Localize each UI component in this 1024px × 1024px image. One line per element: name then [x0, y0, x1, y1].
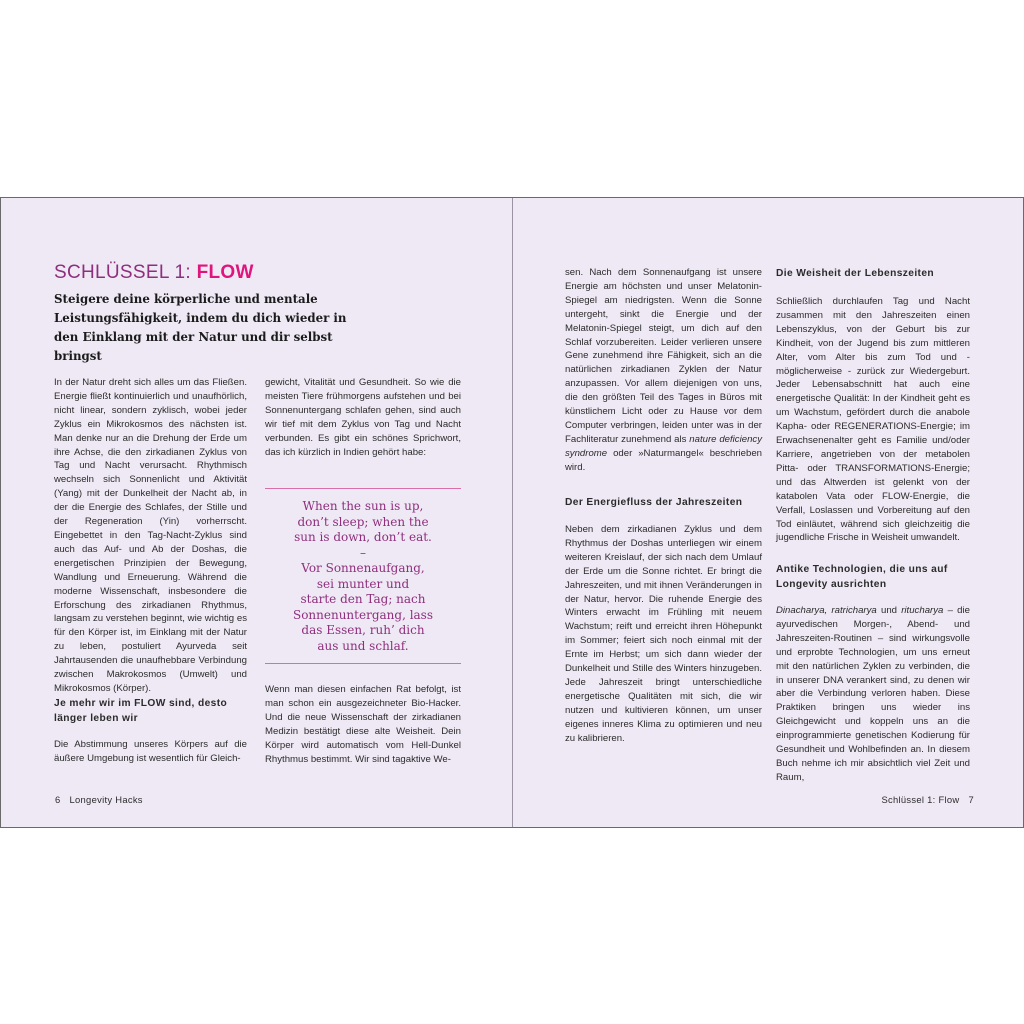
text-run: und [880, 605, 897, 616]
quote-line: sei munter und [316, 576, 410, 591]
right-page [512, 198, 1024, 827]
page-number: 6 [55, 794, 61, 805]
right-column-2-continued [776, 604, 970, 785]
footer-right [881, 794, 983, 805]
quote-line: sun is down, don’t eat. [294, 530, 432, 544]
left-column-1 [54, 376, 247, 696]
left-column-2 [265, 376, 461, 459]
chapter-title [54, 262, 254, 284]
quote-line: don’t sleep; when the [297, 514, 429, 529]
italic-term: Dinacharya, ratricharya [776, 605, 877, 616]
left-column-2-continued [265, 683, 461, 766]
quote-line: aus und schlaf. [317, 638, 409, 653]
quote-separator: – [360, 545, 366, 560]
quote-line: das Essen, ruh’ dich [301, 623, 425, 637]
quote-line: Sonnenuntergang, lass [292, 607, 434, 622]
chapter-title-prefix: SCHLÜSSEL 1: [54, 262, 192, 283]
section-heading-seasons: Der Energiefluss der Jahreszeiten [565, 497, 743, 508]
quote-rule-bottom [265, 663, 461, 664]
quote-line: Vor Sonnenaufgang, [301, 561, 425, 575]
right-column-1-continued [565, 523, 762, 746]
chapter-subtitle: Steigere deine körperliche und mentale Leistungsfähigkeit, indem du dich wieder in den Einklang mit der Natur und dir selbst bringst [54, 292, 347, 363]
paragraph [776, 604, 970, 785]
footer-left [46, 794, 143, 805]
quote-line: starte den Tag; nach [300, 592, 426, 606]
paragraph: gewicht, Vitalität und Gesundheit. So wie die meisten Tiere frühmorgens aufstehen und bei Sonnenuntergang schlafen gehen, sind auch wir tief mit dem Zyklus von Tag und Nacht verbunden. Es gibt ein schönes Sprichwort, das ich kürzlich in Indien gehört habe: [265, 377, 461, 458]
section-heading-technologies: Antike Technologien, die uns auf Longevity ausrichten [776, 564, 948, 590]
text-run: sen. Nach dem Sonnenaufgang ist unsere Energie am höchsten und unser Melatonin-Spiegel am niedrigsten. Wenn die Sonne untergeht, sinkt die Energie und der Melatonin-Spiegel steigt, um dich auf den Schlaf vorzubereiten. Leider verlieren unsere Gene zunehmend ihre Fähigkeit, sich an die natürlichen zirkadianen Zyklen der Natur anzupassen. Vor allem diejenigen von uns, die den größten Teil des Tages in Büros mit künstlichem Licht oder zu Hause vor dem Computer verbringen, leiden unter was in der Fachliteratur zunehmend als [565, 267, 762, 445]
left-column-1-continued [54, 738, 247, 766]
paragraph: Die Abstimmung unseres Körpers auf die äußere Umgebung ist wesentlich für Gleich- [54, 739, 247, 764]
right-column-2 [776, 295, 970, 545]
italic-term: nature deficiency syndrome [565, 433, 762, 459]
quote-rule-top [265, 488, 461, 489]
section-heading-lifetimes: Die Weisheit der Lebenszeiten [776, 268, 935, 279]
paragraph: In der Natur dreht sich alles um das Fließen. Energie fließt kontinuierlich und unaufhörlich, nicht linear, sondern zyklisch, wobei jeder Zyklus ein Mikrokosmos des nächsten ist. Man denke nur an die Drehung der Erde um ihre Achse, die den zirkadianen Zyklus von Tag und Nacht verursacht. Rhythmisch wechseln sich Sonnenlicht und Aktivität (Yang) mit der Dunkelheit der Nacht ab, in der die Energie des Schlafes, der Stille und der Regeneration (Yin) vorherrscht. Eingebettet in den Tag-Nacht-Zyklus sind auch das Auf- und Ab der Doshas, die energetischen Prinzipien der Bewegung, Wandlung und Erneuerung. Während die moderne Wissenschaft, insbesondere die Erforschung des zirkadianen Rhythmus, langsam zu verstehen beginnt, wie wichtig es für den Körper ist, im Einklang mit der Natur zu leben, postuliert Ayurveda seit Jahrtausenden die unaufhebbare Verbindung zwischen Makrokosmos (Umwelt) und Mikrokosmos (Körper). [54, 377, 247, 694]
paragraph: Schließlich durchlaufen Tag und Nacht zusammen mit den Jahreszeiten einen Lebenszyklus, von der Geburt bis zur Kindheit, von der Jugend bis zum mittleren Alter, vom Alter bis zum Tod und - möglicherweise - zurück zur Wiedergeburt. Jeder Lebensabschnitt hat auch eine energetische Qualität: In der Kindheit geht es um Wachstum, gefördert durch die anabole Kapha- oder REGENERATIONS-Energie; im Erwachsenenalter geht es Familie und/oder Karriere, angetrieben von der metabolen Pitta- oder TRANSFORMATIONS-Energie; und das Altwerden ist gelenkt von der katabolen Vata oder FLOW-Energie, die Verfall, Loslassen und Vorbereitung auf den Tod einläutet, während sich gleichzeitig die jugendliche Frische in Weisheit umwandelt. [776, 296, 970, 544]
left-page [0, 198, 512, 827]
paragraph: Neben dem zirkadianen Zyklus und dem Rhythmus der Doshas unterliegen wir einem weiteren Kreislauf, der sich nach dem Umlauf der Erde um die Sonne richtet. Er bringt die Jahreszeiten, und mit ihnen Veränderungen in der Natur, hervor. Die ruhende Energie des Winters erwacht im Frühling mit neuem Wachstum; reift und erreicht ihren Höhepunkt im Sommer; feiert sich noch einmal mit der Ernte im Herbst; um sich dann wieder der Dunkelheit und Stille des Winters hinzugeben. Jede Jahreszeit bringt unterschiedliche energetische Qualitäten mit sich, die wir nutzen und kultivieren können, um unser eigenes inneres Klima zu optimieren und neu zu kalibrieren. [565, 524, 762, 744]
text-run: oder »Naturmangel« beschrieben wird. [565, 447, 762, 473]
chapter-title-accent: FLOW [196, 262, 254, 283]
quote-line: When the sun is up, [302, 499, 424, 513]
paragraph: Wenn man diesen einfachen Rat befolgt, ist man schon ein ausgezeichneter Bio-Hacker. Und die neue Wissenschaft der zirkadianen Medizin bestätigt diese alte Weisheit. Dein Körper wird automatisch vom Hell-Dunkel Rhythmus bestimmt. Wir sind tagaktive We- [265, 684, 461, 765]
text-run: – die ayurvedischen Morgen-, Abend- und Jahreszeiten-Routinen – sind wirkungsvolle und erprobte Technologien, um uns erneut mit den natürlichen Zyklen zu verbinden, die in unserer DNA verankert sind, zu denen wir aber die Verbindung verloren haben. Diese Praktiken bringen uns wieder ins Gleichgewicht und koppeln uns an die einprogrammierte genetischen Kodierung für Gesundheit und Wohlbefinden an. In diesem Buch nehme ich mir absichtlich viel Zeit und Raum, [776, 605, 970, 783]
running-title: Longevity Hacks [69, 794, 143, 805]
right-column-1 [565, 266, 762, 475]
running-title: Schlüssel 1: Flow [881, 794, 960, 805]
paragraph [565, 266, 762, 475]
pull-quote [265, 499, 461, 654]
section-heading-flow: Je mehr wir im FLOW sind, desto länger leben wir [54, 698, 228, 724]
book-spread [0, 197, 1024, 828]
page-number: 7 [968, 794, 974, 805]
italic-term: ritucharya [901, 605, 944, 616]
